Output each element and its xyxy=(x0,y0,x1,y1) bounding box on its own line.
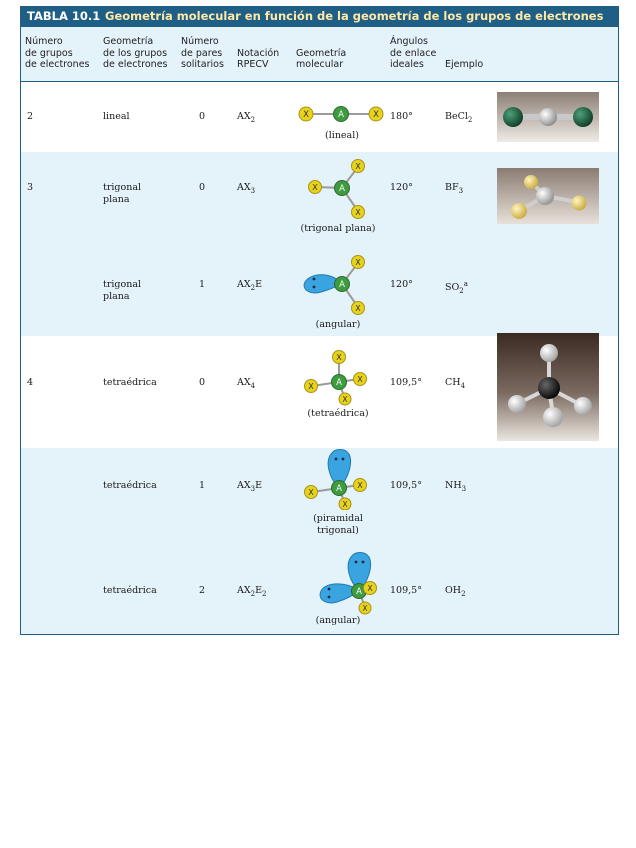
ligand-label: X xyxy=(308,382,314,391)
row2-notation xyxy=(237,182,255,197)
header-lone-pairs xyxy=(181,36,224,71)
row2-groups: 3 xyxy=(27,182,34,193)
row4-lone-pairs: 0 xyxy=(199,377,206,388)
notation-base: AX xyxy=(237,585,251,596)
example-sub: 3 xyxy=(461,484,467,493)
ligand-label: X xyxy=(312,183,318,192)
header-line: de electrones xyxy=(25,59,90,70)
notation-base: AX xyxy=(237,480,251,491)
row2-caption xyxy=(278,223,398,235)
notation-sub: 3 xyxy=(250,484,256,493)
row5-notation xyxy=(237,480,262,495)
row3-notation xyxy=(237,279,262,294)
geometry-line: plana xyxy=(103,290,130,302)
example-sub: 2 xyxy=(467,115,473,124)
geometry-line: trigonal xyxy=(103,279,142,290)
header-molecular-geometry xyxy=(296,48,346,71)
notation-base: AX xyxy=(237,111,251,122)
header-line: Notación xyxy=(237,47,280,59)
central-label: A xyxy=(339,184,345,194)
ligand-label: X xyxy=(357,375,363,384)
example-base: CH xyxy=(445,377,461,388)
caption-line: (tetraédrica) xyxy=(307,408,369,419)
notation-sub: 4 xyxy=(250,381,256,390)
header-line: de los grupos xyxy=(103,47,168,59)
notation-suffix: E xyxy=(255,480,263,491)
ligand-label: X xyxy=(308,488,314,497)
row4-geometry xyxy=(103,377,157,389)
header-line: solitarios xyxy=(181,59,224,70)
example-base: OH xyxy=(445,585,462,596)
row4-groups: 4 xyxy=(27,377,34,388)
caption-line: trigonal) xyxy=(317,524,359,536)
notation-sub: 3 xyxy=(250,186,256,195)
geometry-table xyxy=(20,6,619,635)
row3-molecule-diagram xyxy=(297,252,377,320)
row5-example xyxy=(445,480,466,495)
central-label: A xyxy=(338,110,344,120)
header-line: molecular xyxy=(296,59,344,70)
header-electron-geometry xyxy=(103,36,168,71)
ligand-label: X xyxy=(355,208,361,217)
ligand-label: X xyxy=(355,304,361,313)
row5-lone-pairs: 1 xyxy=(199,480,206,491)
example-base: BF xyxy=(445,182,459,193)
row3-angle: 120° xyxy=(390,279,413,290)
caption-line: (angular) xyxy=(315,615,361,626)
row6-lone-pairs: 2 xyxy=(199,585,206,596)
header-line: Ángulos xyxy=(390,36,428,47)
ligand-label: X xyxy=(362,604,368,613)
ligand-label: X xyxy=(342,500,348,509)
table-title-bar xyxy=(21,6,618,27)
example-base: SO xyxy=(445,282,460,294)
row6-caption xyxy=(278,615,398,627)
notation-suffix: E xyxy=(255,279,263,290)
notation-base: AX xyxy=(237,377,251,388)
header-example xyxy=(445,59,483,71)
row2-model-photo xyxy=(497,168,599,224)
row2-lone-pairs: 0 xyxy=(199,182,206,193)
central-label: A xyxy=(356,587,362,597)
row1-groups: 2 xyxy=(27,111,34,122)
geometry-line: lineal xyxy=(103,111,130,122)
central-label: A xyxy=(336,484,342,494)
notation-suffix-sub: 2 xyxy=(262,589,267,598)
example-sub: 2 xyxy=(461,589,466,598)
row3-lone-pairs: 1 xyxy=(199,279,206,290)
row1-example xyxy=(445,111,472,126)
caption-line: (angular) xyxy=(315,319,361,330)
row3-example xyxy=(445,279,468,298)
header-line: Geometría xyxy=(296,47,347,59)
row4-notation xyxy=(237,377,255,392)
row2-example xyxy=(445,182,463,197)
row2-angle: 120° xyxy=(390,182,413,193)
geometry-line: trigonal xyxy=(103,182,142,193)
header-line: Ejemplo xyxy=(445,59,484,70)
row5-molecule-diagram xyxy=(297,444,377,510)
ligand-label: X xyxy=(342,395,348,404)
row6-example xyxy=(445,585,466,600)
header-line: de electrones xyxy=(103,59,168,70)
row1-geometry xyxy=(103,111,130,123)
header-line: de grupos xyxy=(25,47,73,59)
header-line: ideales xyxy=(390,59,424,70)
row4-molecule-diagram xyxy=(297,346,377,408)
ligand-label: X xyxy=(357,481,363,490)
row1-angle: 180° xyxy=(390,111,413,122)
example-sub: 3 xyxy=(458,186,464,195)
central-label: A xyxy=(336,378,342,388)
notation-base: AX xyxy=(237,279,251,290)
row3-caption xyxy=(278,319,398,331)
row4-angle: 109,5° xyxy=(390,377,422,388)
row2-molecule-diagram xyxy=(297,156,377,224)
example-base: BeCl xyxy=(445,111,468,122)
geometry-line: tetraédrica xyxy=(103,377,157,388)
row6-notation xyxy=(237,585,267,600)
row4-example xyxy=(445,377,465,392)
ligand-label: X xyxy=(367,584,373,593)
ligand-label: X xyxy=(373,110,379,120)
header-line: de pares xyxy=(181,47,223,59)
row3-geometry xyxy=(103,279,141,302)
example-sub: 4 xyxy=(460,381,466,390)
header-line: Geometría xyxy=(103,36,154,47)
row5-angle: 109,5° xyxy=(390,480,422,491)
header-notation xyxy=(237,48,279,71)
ligand-label: X xyxy=(355,258,361,267)
row1-notation xyxy=(237,111,255,126)
example-base: NH xyxy=(445,480,462,491)
example-footnote: a xyxy=(463,280,468,288)
caption-line: (lineal) xyxy=(325,130,359,141)
row5-caption xyxy=(278,513,398,536)
table-title: Geometría molecular en función de la geometría de los grupos de electrones xyxy=(105,9,604,23)
row4-caption xyxy=(278,408,398,420)
row6-angle: 109,5° xyxy=(390,585,422,596)
example-sub: 2 xyxy=(459,287,464,296)
notation-suffix: E xyxy=(255,585,263,596)
caption-line: (piramidal xyxy=(313,513,363,524)
notation-base: AX xyxy=(237,182,251,193)
notation-sub: 2 xyxy=(250,283,256,292)
row1-model-photo xyxy=(497,92,599,142)
ligand-label: X xyxy=(355,162,361,171)
row6-geometry xyxy=(103,585,157,597)
header-angles xyxy=(390,36,436,71)
row6-molecule-diagram xyxy=(297,546,377,616)
row1-caption xyxy=(282,130,402,142)
notation-sub: 2 xyxy=(250,589,256,598)
table-label: TABLA 10.1 xyxy=(27,9,101,23)
header-line: de enlace xyxy=(390,47,437,59)
notation-sub: 2 xyxy=(250,115,256,124)
row4-model-photo xyxy=(497,333,599,441)
geometry-line: tetraédrica xyxy=(103,480,157,491)
row1-lone-pairs: 0 xyxy=(199,111,206,122)
header-line: RPECV xyxy=(237,59,269,70)
central-label: A xyxy=(339,280,345,290)
row2-geometry xyxy=(103,182,141,205)
header-line: Número xyxy=(181,36,219,47)
header-line: Número xyxy=(25,36,63,47)
row5-geometry xyxy=(103,480,157,492)
caption-line: (trigonal plana) xyxy=(300,223,376,234)
geometry-line: tetraédrica xyxy=(103,585,157,596)
ligand-label: X xyxy=(336,353,342,362)
header-groups xyxy=(25,36,90,71)
ligand-label: X xyxy=(303,110,309,120)
geometry-line: plana xyxy=(103,193,130,205)
